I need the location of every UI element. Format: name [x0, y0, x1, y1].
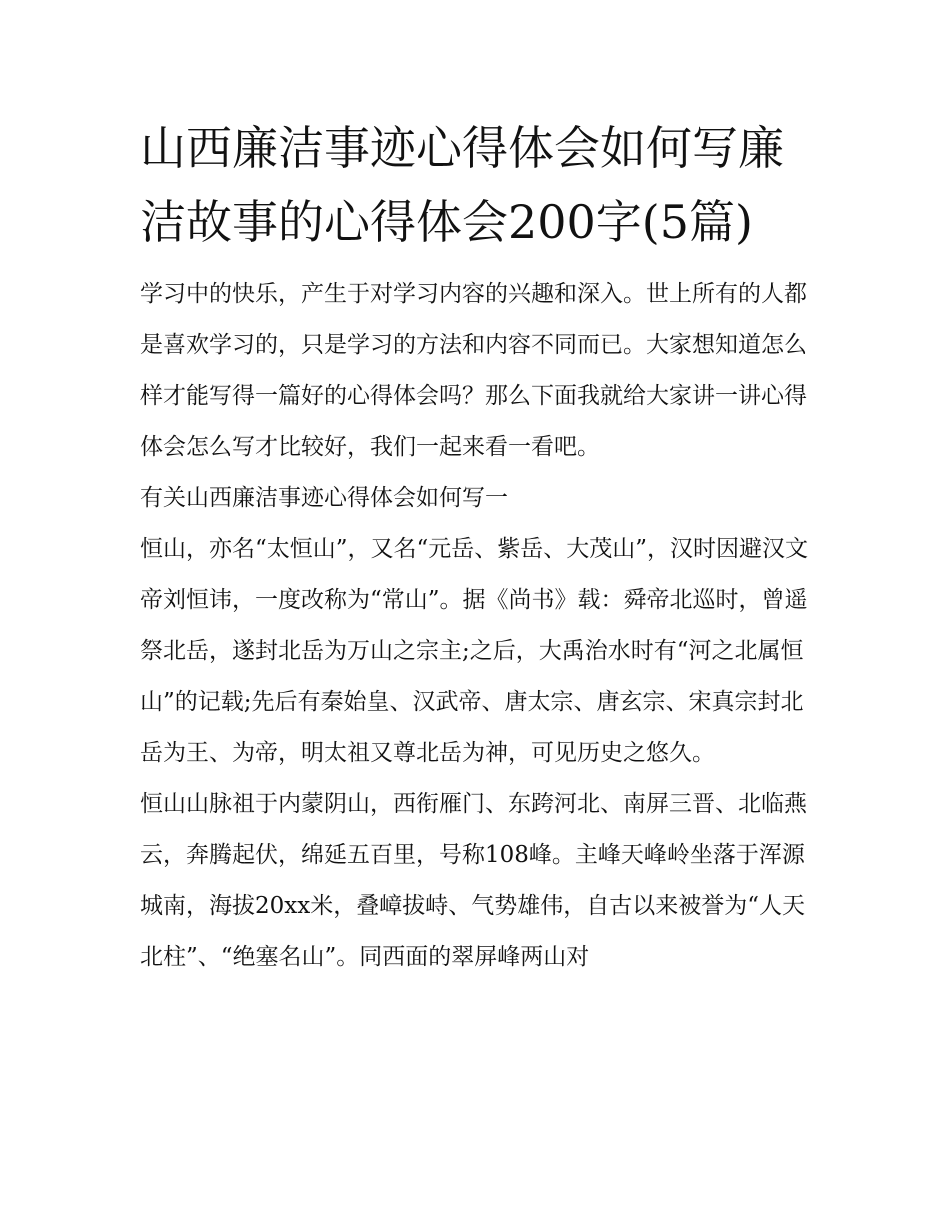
- document-title: 山西廉洁事迹心得体会如何写廉洁故事的心得体会200字(5篇): [140, 121, 784, 249]
- body-paragraph-1: 恒山，亦名“太恒山”，又名“元岳、紫岳、大茂山”，汉时因避汉文帝刘恒讳，一度改称为“常山”。据《尚书》载：舜帝北巡时，曾遥祭北岳，遂封北岳为万山之宗主;之后，大禹治水时有“河之北属恒山”的记载;先后有秦始皇、汉武帝、唐太宗、唐玄宗、宋真宗封北岳为王、为帝，明太祖又尊北岳为神，可见历史之悠久。: [140, 536, 809, 767]
- section-heading: 有关山西廉洁事迹心得体会如何写一: [140, 485, 508, 512]
- intro-paragraph: 学习中的快乐，产生于对学习内容的兴趣和深入。世上所有的人都是喜欢学习的，只是学习的方法和内容不同而已。大家想知道怎么样才能写得一篇好的心得体会吗？那么下面我就给大家讲一讲心得体会怎么写才比较好，我们一起来看一看吧。: [140, 281, 807, 461]
- document-page: [140, 112, 820, 983]
- body-paragraph-2: 恒山山脉祖于内蒙阴山，西衔雁门、东跨河北、南屏三晋、北临燕云，奔腾起伏，绵延五百里，号称108峰。主峰天峰岭坐落于浑源城南，海拔20xx米，叠嶂拔峙、气势雄伟，自古以来被誉为“人天北柱”、“绝塞名山”。同西面的翠屏峰两山对: [140, 791, 807, 971]
